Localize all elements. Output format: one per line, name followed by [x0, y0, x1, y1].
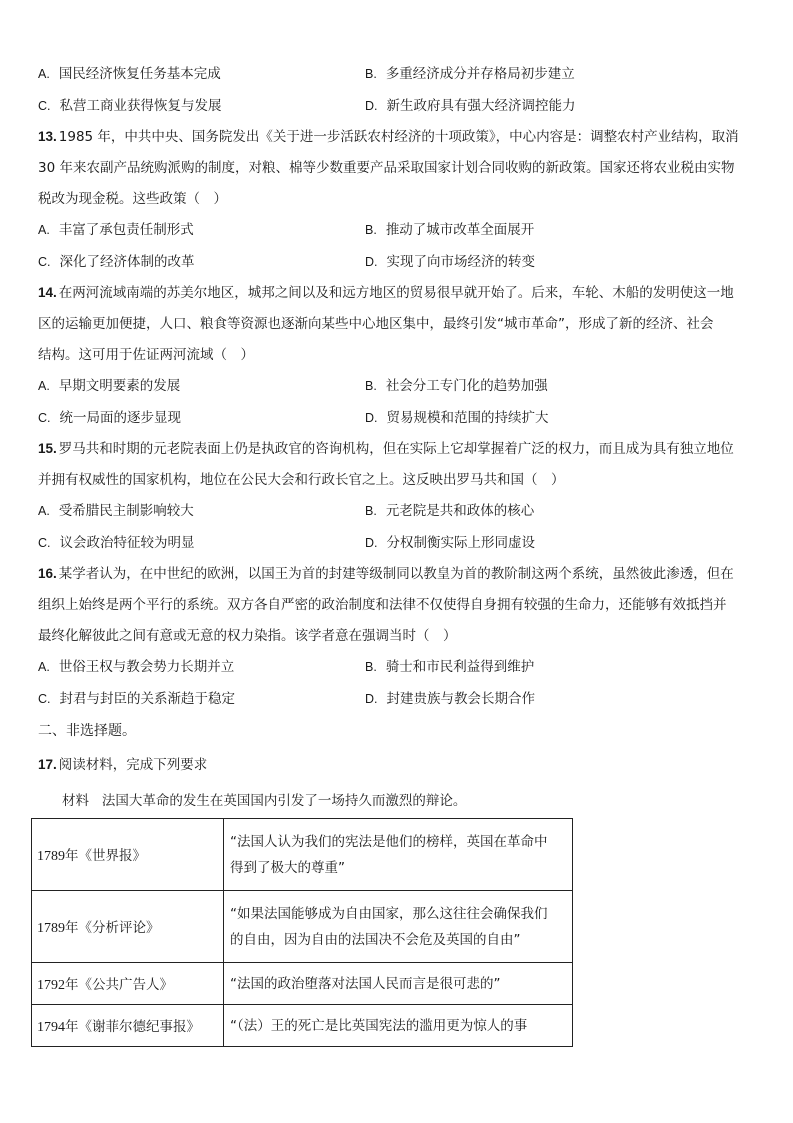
q15-options-row-1 — [38, 501, 758, 521]
q15-stem-line-1: 15. 罗马共和时期的元老院表面上仍是执政官的咨询机构，但在实际上它却掌握着广泛的权力，而且成为具有独立地位 — [38, 441, 734, 457]
table-cell-quote: “如果法国能够成为自由国家，那么这往往会确保我们 的自由，因为自由的法国决不会危及英国的自由” — [224, 891, 573, 963]
q16-stem-line-1: 16. 某学者认为，在中世纪的欧洲，以国王为首的封建等级制同以教皇为首的教阶制这两个系统，虽然彼此渗透，但在 — [38, 566, 734, 582]
q15-option-d[interactable]: D. 分权制衡实际上形同虚设 — [365, 535, 535, 551]
q13-option-b[interactable]: B. 推动了城市改革全面展开 — [365, 222, 535, 238]
q16-option-b[interactable]: B. 骑士和市民利益得到维护 — [365, 659, 535, 675]
section-title-non-choice: 二、非选择题。 — [38, 723, 136, 739]
table-row — [32, 891, 573, 963]
q17-material-intro: 材料 法国大革命的发生在英国国内引发了一场持久而激烈的辩论。 — [62, 793, 467, 809]
q13-option-d[interactable]: D. 实现了向市场经济的转变 — [365, 254, 535, 270]
table-cell-source: 1789年《世界报》 — [32, 819, 224, 891]
table-row — [32, 819, 573, 891]
table-cell-source: 1792年《公共广告人》 — [32, 963, 224, 1005]
table-cell-quote: “（法）王的死亡是比英国宪法的滥用更为惊人的事 — [224, 1005, 573, 1047]
table-cell-source: 1794年《谢菲尔德纪事报》 — [32, 1005, 224, 1047]
q12-options-row-1 — [38, 64, 758, 84]
q15-option-a[interactable]: A. 受希腊民主制影响较大 — [38, 503, 194, 519]
q16-options-row-1 — [38, 657, 758, 677]
q17-material-table — [31, 818, 573, 1047]
q16-option-a[interactable]: A. 世俗王权与教会势力长期并立 — [38, 659, 235, 675]
q13-options-row-2 — [38, 252, 758, 272]
q13-option-a[interactable]: A. 丰富了承包责任制形式 — [38, 222, 194, 238]
q15-options-row-2 — [38, 533, 758, 553]
q12-option-c[interactable]: C. 私营工商业获得恢复与发展 — [38, 98, 222, 114]
q15-option-c[interactable]: C. 议会政治特征较为明显 — [38, 535, 195, 551]
table-cell-quote: “法国人认为我们的宪法是他们的榜样，英国在革命中 得到了极大的尊重” — [224, 819, 573, 891]
q12-option-a[interactable]: A. 国民经济恢复任务基本完成 — [38, 66, 221, 82]
q13-stem-line-3: 税改为现金税。这些政策（ ） — [38, 191, 227, 207]
q14-stem-line-2: 区的运输更加便捷，人口、粮食等资源也逐渐向某些中心地区集中，最终引发“城市革命”，形成了新的经济、社会 — [38, 316, 714, 332]
q14-option-c[interactable]: C. 统一局面的逐步显现 — [38, 410, 181, 426]
q14-stem-line-3: 结构。这可用于佐证两河流域（ ） — [38, 347, 254, 363]
q14-options-row-1 — [38, 376, 758, 396]
q16-option-c[interactable]: C. 封君与封臣的关系渐趋于稳定 — [38, 691, 235, 707]
q12-option-b[interactable]: B. 多重经济成分并存格局初步建立 — [365, 66, 575, 82]
q16-options-row-2 — [38, 689, 758, 709]
q16-option-d[interactable]: D. 封建贵族与教会长期合作 — [365, 691, 535, 707]
q14-stem-line-1: 14. 在两河流域南端的苏美尔地区，城邦之间以及和远方地区的贸易很早就开始了。后来，车轮、木船的发明使这一地 — [38, 285, 734, 301]
q14-options-row-2 — [38, 408, 758, 428]
table-row — [32, 963, 573, 1005]
q17-prompt: 17. 阅读材料，完成下列要求 — [38, 757, 208, 773]
q13-stem-line-2: 30 年来农副产品统购派购的制度，对粮、棉等少数重要产品采取国家计划合同收购的新政策。国家还将农业税由实物 — [38, 160, 735, 176]
q14-option-a[interactable]: A. 早期文明要素的发展 — [38, 378, 181, 394]
q13-option-c[interactable]: C. 深化了经济体制的改革 — [38, 254, 195, 270]
q13-options-row-1 — [38, 220, 758, 240]
q14-option-b[interactable]: B. 社会分工专门化的趋势加强 — [365, 378, 548, 394]
q14-option-d[interactable]: D. 贸易规模和范围的持续扩大 — [365, 410, 549, 426]
q12-options-row-2 — [38, 96, 758, 116]
table-cell-source: 1789年《分析评论》 — [32, 891, 224, 963]
q15-option-b[interactable]: B. 元老院是共和政体的核心 — [365, 503, 535, 519]
q16-stem-line-2: 组织上始终是两个平行的系统。双方各自严密的政治制度和法律不仅使得自身拥有较强的生命力，还能够有效抵挡并 — [38, 597, 727, 613]
q12-option-d[interactable]: D. 新生政府具有强大经济调控能力 — [365, 98, 576, 114]
q13-stem-line-1: 13. 1985 年，中共中央、国务院发出《关于进一步活跃农村经济的十项政策》，中心内容是：调整农村产业结构，取消 — [38, 129, 739, 145]
q16-stem-line-3: 最终化解彼此之间有意或无意的权力染指。该学者意在强调当时（ ） — [38, 628, 457, 644]
table-cell-quote: “法国的政治堕落对法国人民而言是很可悲的” — [224, 963, 573, 1005]
table-row — [32, 1005, 573, 1047]
q15-stem-line-2: 并拥有权威性的国家机构，地位在公民大会和行政长官之上。这反映出罗马共和国（ ） — [38, 472, 565, 488]
